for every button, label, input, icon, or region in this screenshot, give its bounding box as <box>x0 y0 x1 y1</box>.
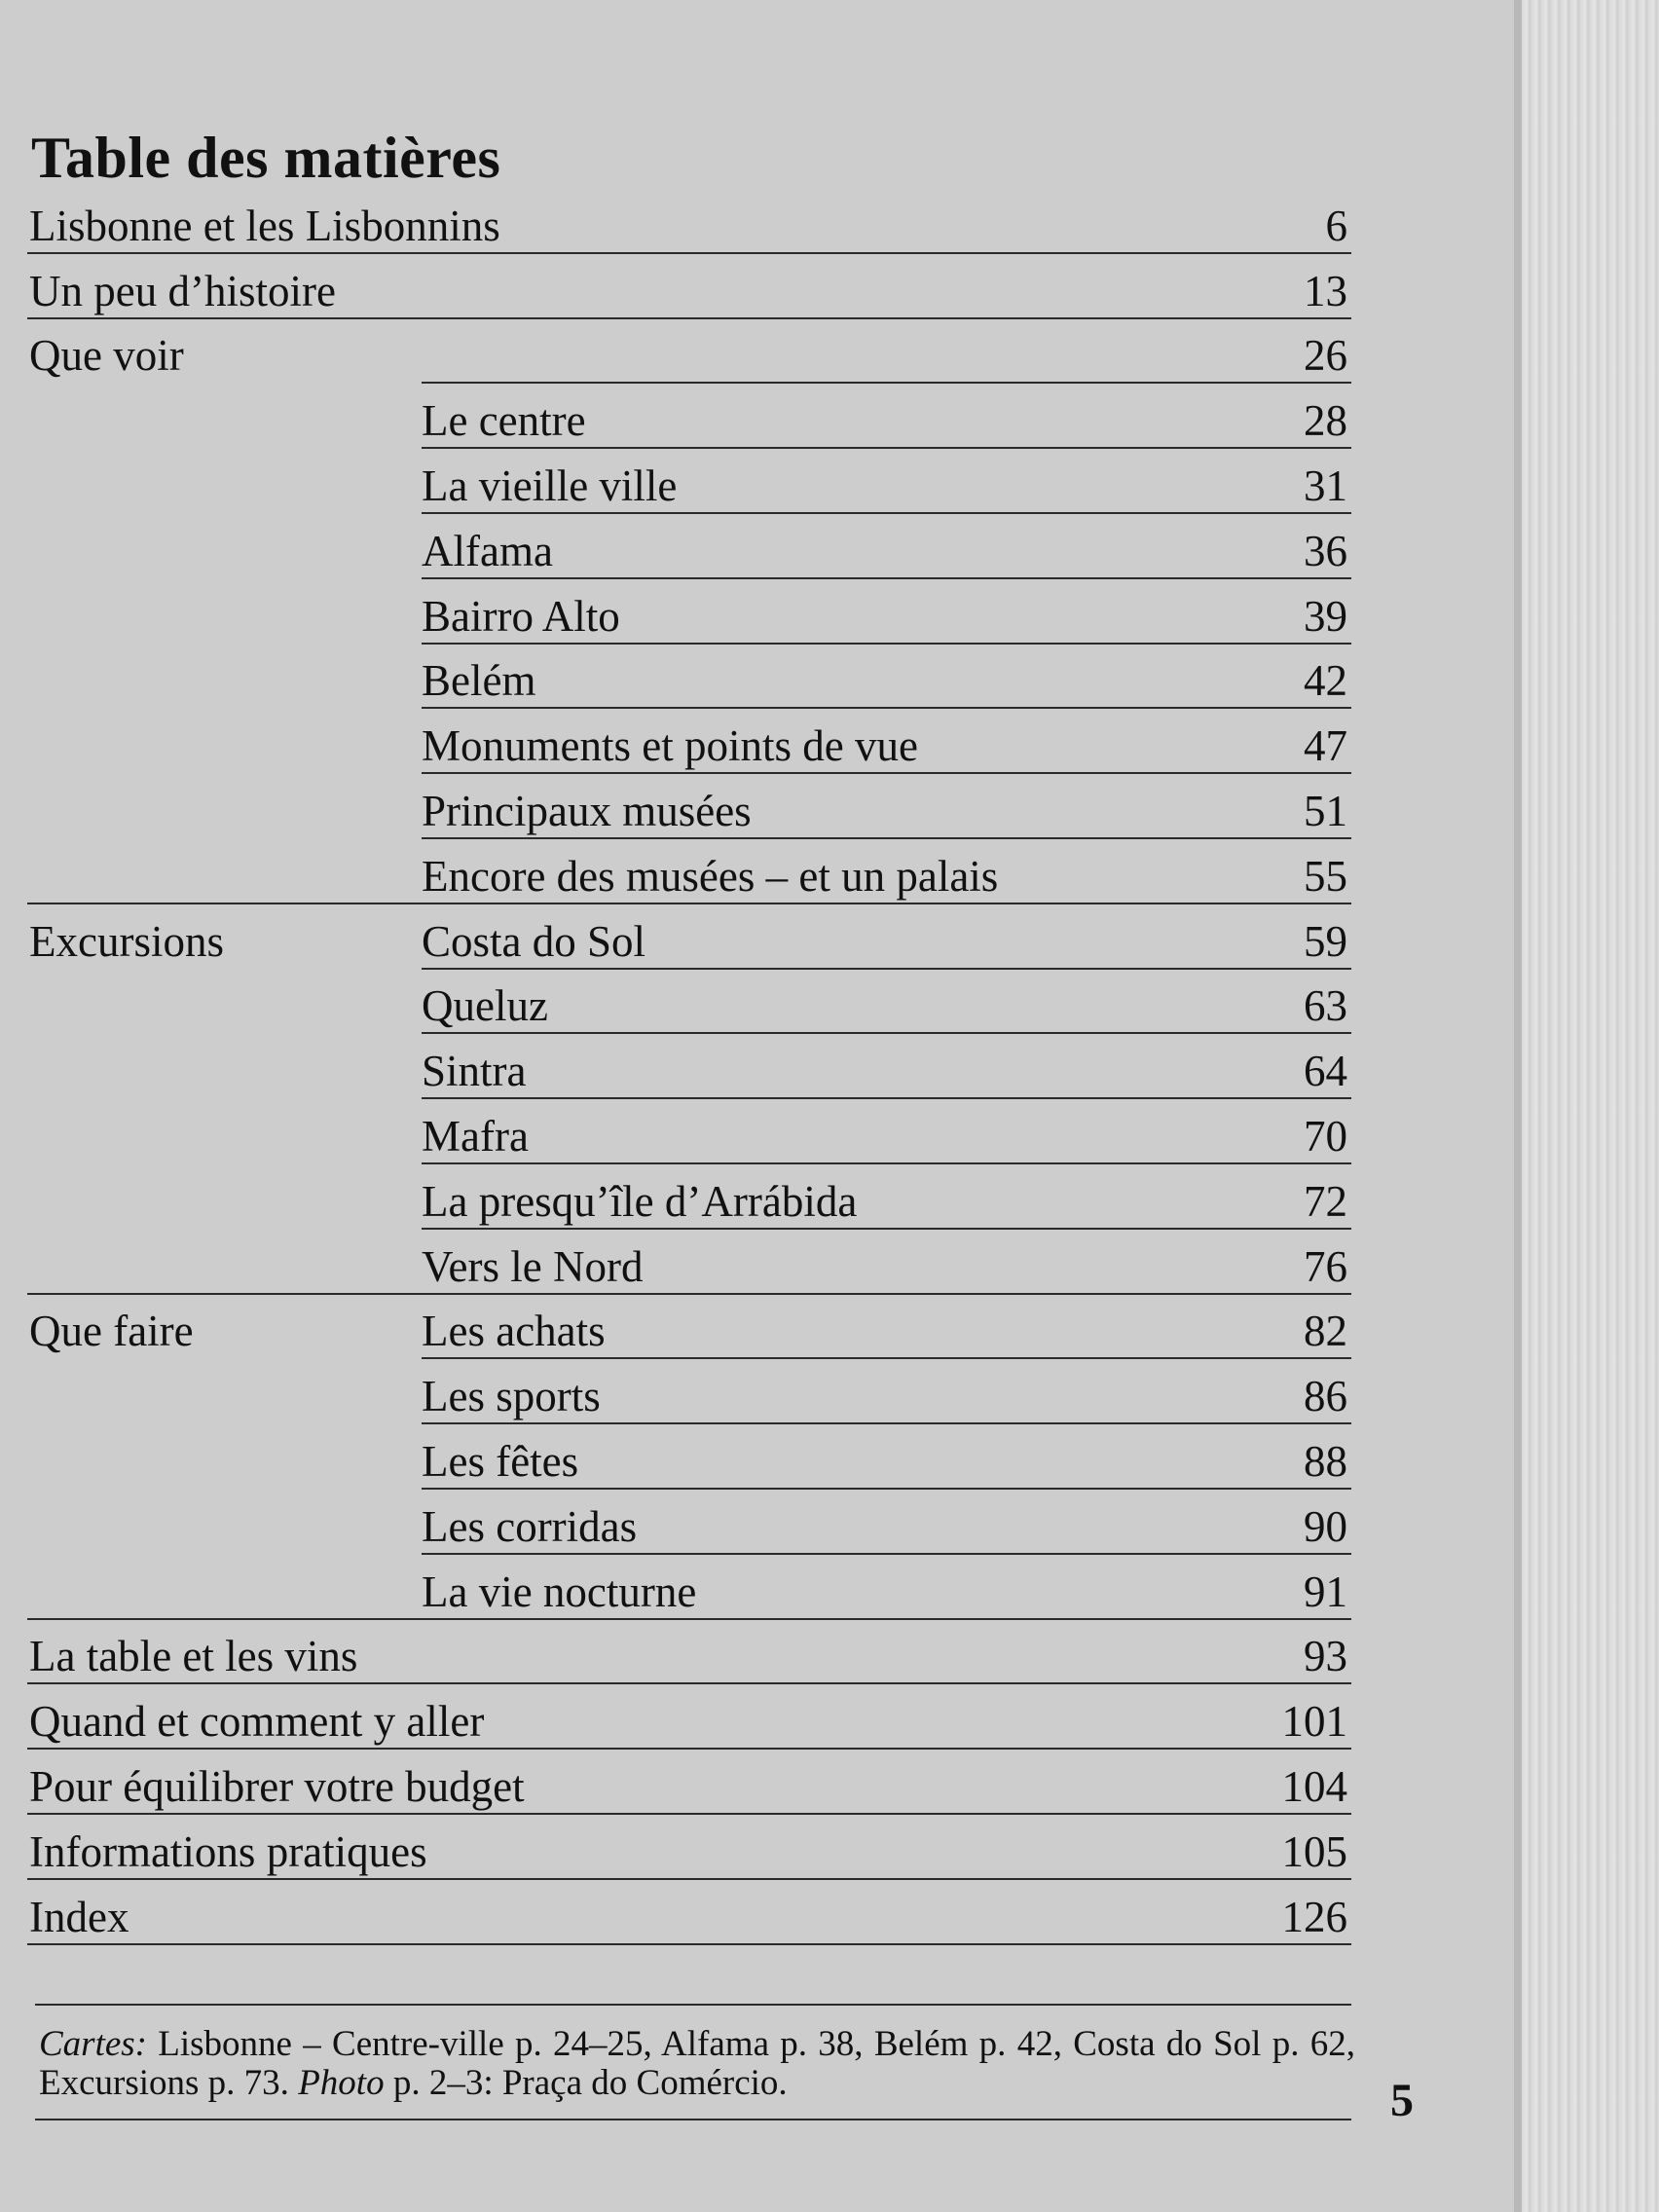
toc-row <box>27 260 1351 325</box>
toc-rule <box>422 1228 1351 1230</box>
toc-page-number: 6 <box>1325 201 1347 250</box>
toc-section-title: Pour équilibrer votre budget <box>29 1761 525 1811</box>
toc-page-number: 42 <box>1304 656 1347 706</box>
toc-subsection-title: Mafra <box>422 1111 529 1161</box>
toc-page-number: 31 <box>1304 461 1347 510</box>
toc-page-number: 91 <box>1304 1567 1347 1616</box>
toc-rule <box>422 577 1351 579</box>
toc-rule <box>27 1293 1351 1295</box>
page-edge <box>1514 0 1659 2212</box>
toc-rule <box>27 1748 1351 1750</box>
page-edge-shadow <box>1514 0 1522 2212</box>
toc-page-number: 126 <box>1281 1892 1347 1941</box>
toc-subsection-title: Principaux musées <box>422 786 752 835</box>
toc-rule <box>422 772 1351 774</box>
footer-rule-bottom <box>35 2119 1351 2120</box>
toc-subsection-title: Les corridas <box>422 1501 638 1551</box>
toc-page-number: 13 <box>1304 266 1347 315</box>
toc-row <box>27 1495 1351 1561</box>
toc-rule <box>422 1097 1351 1099</box>
toc-row <box>27 1430 1351 1495</box>
toc-page-number: 93 <box>1304 1632 1347 1681</box>
toc-rule <box>422 1553 1351 1555</box>
toc-section-title: Quand et comment y aller <box>29 1697 485 1747</box>
toc-page-number: 86 <box>1304 1372 1347 1421</box>
photo-text: p. 2–3: Praça do Comércio. <box>392 2063 788 2103</box>
toc-row <box>27 1561 1351 1626</box>
toc-row <box>27 195 1351 260</box>
toc-page-number: 47 <box>1304 721 1347 771</box>
toc-rule <box>27 317 1351 319</box>
toc-section-title: Que voir <box>29 331 184 381</box>
toc-rule <box>27 1618 1351 1620</box>
toc-row <box>27 845 1351 910</box>
toc-subsection-title: Vers le Nord <box>422 1241 644 1291</box>
toc-row <box>27 1886 1351 1951</box>
toc-page-number: 101 <box>1281 1697 1347 1747</box>
toc-rule <box>422 707 1351 709</box>
toc-section-title: Informations pratiques <box>29 1826 427 1876</box>
toc-row <box>27 780 1351 845</box>
cartes-label: Cartes: <box>39 2024 147 2064</box>
footer-rule-top <box>35 2004 1351 2006</box>
toc-page-number: 36 <box>1304 526 1347 575</box>
toc-subsection-title: Queluz <box>422 981 548 1031</box>
toc-subsection-title: Monuments et points de vue <box>422 721 918 771</box>
toc-subsection-title: Encore des musées – et un palais <box>422 851 999 901</box>
toc-section-title: Excursions <box>29 916 224 966</box>
cartes-text: Lisbonne – Centre-ville p. 24–25, Alfama p. 38, Belém p. 42, Costa do Sol p. 62, Excursions p. 73. <box>39 2024 1355 2103</box>
toc-page-number: 63 <box>1304 981 1347 1031</box>
toc-subsection-title: Les achats <box>422 1307 606 1356</box>
toc-page-number: 64 <box>1304 1047 1347 1096</box>
toc-row <box>27 715 1351 780</box>
toc-row <box>27 1040 1351 1105</box>
toc-rule <box>422 512 1351 514</box>
toc-rule <box>422 1488 1351 1490</box>
toc-subsection-title: Les fêtes <box>422 1436 579 1486</box>
toc-row <box>27 1626 1351 1691</box>
toc-rule <box>422 643 1351 645</box>
toc-page-number: 59 <box>1304 916 1347 966</box>
page-number: 5 <box>1390 2075 1414 2126</box>
toc-page-number: 28 <box>1304 396 1347 446</box>
toc-section-title: La table et les vins <box>29 1632 358 1681</box>
toc-rule <box>27 1813 1351 1815</box>
toc-page-number: 72 <box>1304 1176 1347 1226</box>
toc-rule <box>27 1943 1351 1945</box>
toc-subsection-title: Sintra <box>422 1047 527 1096</box>
toc-row <box>27 1105 1351 1170</box>
toc-rule <box>27 1878 1351 1880</box>
toc-rule <box>422 1357 1351 1359</box>
toc-row <box>27 1235 1351 1301</box>
toc-row <box>27 1755 1351 1821</box>
toc-subsection-title: Alfama <box>422 526 553 575</box>
page-title: Table des matières <box>31 126 501 190</box>
toc-rule <box>422 968 1351 970</box>
toc-rule <box>422 837 1351 839</box>
toc-row <box>27 520 1351 585</box>
toc-page-number: 39 <box>1304 591 1347 641</box>
toc-rule <box>27 1682 1351 1684</box>
toc-subsection-title: Le centre <box>422 396 586 446</box>
toc-row <box>27 650 1351 716</box>
toc-page-number: 90 <box>1304 1501 1347 1551</box>
toc-page-number: 82 <box>1304 1307 1347 1356</box>
toc-row <box>27 976 1351 1041</box>
toc-row <box>27 1690 1351 1755</box>
toc-rule <box>422 1422 1351 1424</box>
toc-row <box>27 1365 1351 1430</box>
toc-row <box>27 389 1351 455</box>
toc-rule <box>422 1032 1351 1034</box>
maps-footnote <box>39 2025 1355 2103</box>
toc-row <box>27 1821 1351 1886</box>
toc-row <box>27 910 1351 976</box>
toc-row <box>27 325 1351 390</box>
toc-page-number: 76 <box>1304 1241 1347 1291</box>
toc-row <box>27 585 1351 650</box>
toc-page-number: 26 <box>1304 331 1347 381</box>
toc-section-title: Index <box>29 1892 129 1941</box>
toc-subsection-title: La presqu’île d’Arrábida <box>422 1176 858 1226</box>
toc-subsection-title: Belém <box>422 656 536 706</box>
toc-rule <box>422 447 1351 449</box>
toc-section-title: Que faire <box>29 1307 194 1356</box>
toc-subsection-title: Bairro Alto <box>422 591 620 641</box>
toc-section-title: Un peu d’histoire <box>29 266 336 315</box>
toc-rule <box>27 903 1351 904</box>
toc-page-number: 105 <box>1281 1826 1347 1876</box>
toc-row <box>27 1301 1351 1366</box>
toc-row <box>27 455 1351 520</box>
toc-section-title: Lisbonne et les Lisbonnins <box>29 201 500 250</box>
toc-subsection-title: Les sports <box>422 1372 601 1421</box>
toc-row <box>27 1170 1351 1235</box>
toc-page-number: 55 <box>1304 851 1347 901</box>
toc-rule <box>27 252 1351 254</box>
toc-page-number: 104 <box>1281 1761 1347 1811</box>
toc-page-number: 51 <box>1304 786 1347 835</box>
table-of-contents <box>27 195 1351 1951</box>
toc-subsection-title: La vieille ville <box>422 461 678 510</box>
photo-label: Photo <box>298 2063 385 2103</box>
toc-page-number: 88 <box>1304 1436 1347 1486</box>
toc-rule <box>422 382 1351 384</box>
toc-subsection-title: La vie nocturne <box>422 1567 697 1616</box>
toc-page-number: 70 <box>1304 1111 1347 1161</box>
toc-rule <box>422 1162 1351 1164</box>
toc-subsection-title: Costa do Sol <box>422 916 646 966</box>
